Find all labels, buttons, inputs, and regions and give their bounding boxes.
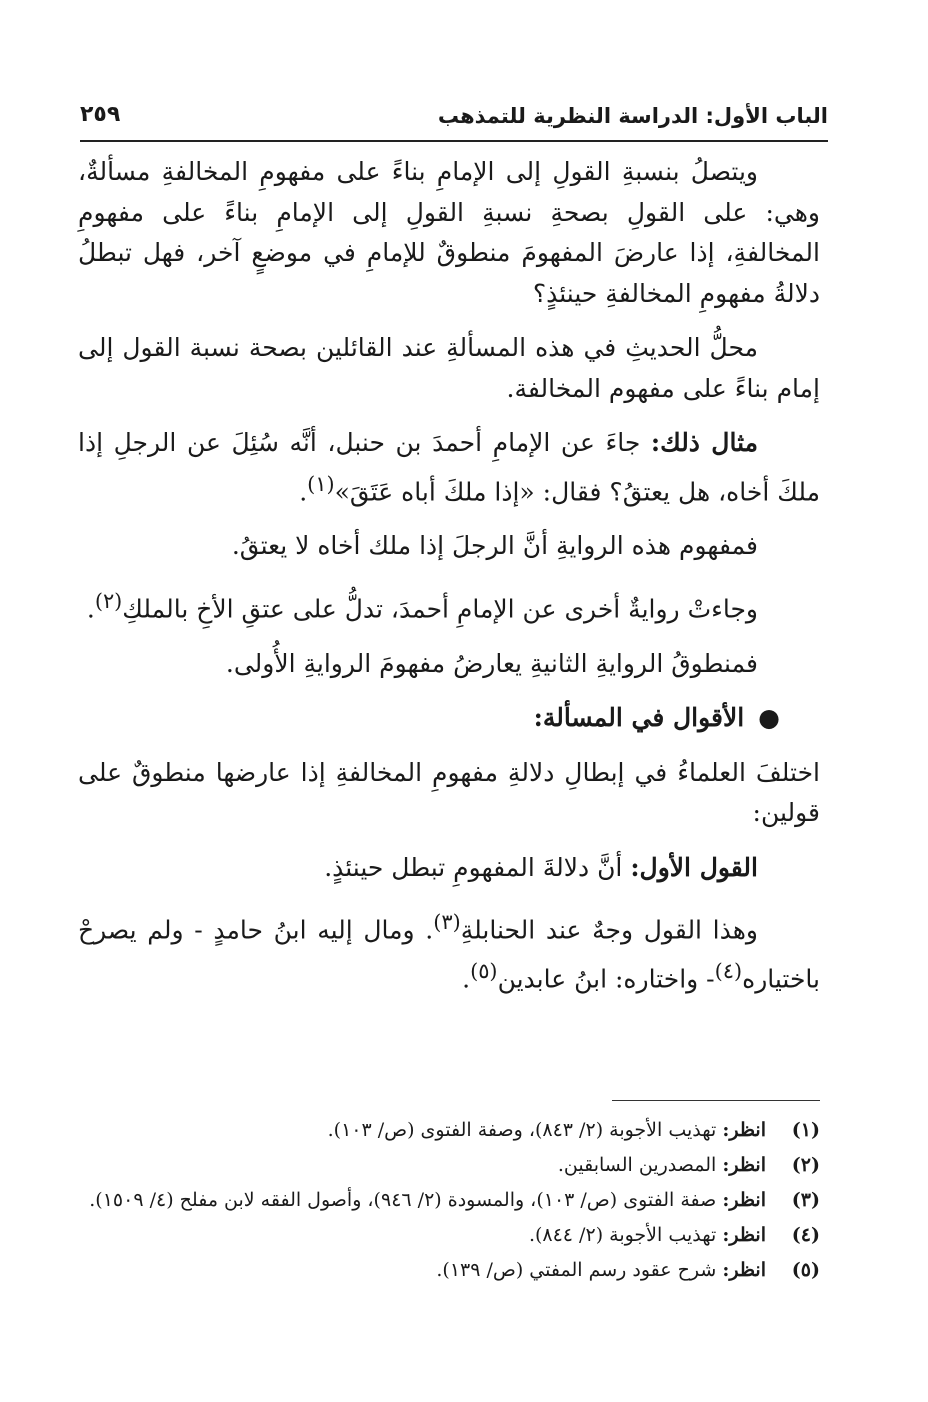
chapter-title: الباب الأول: الدراسة النظرية للتمذهب [437,104,828,128]
footnote-item [78,1184,820,1217]
punctuation: . [299,476,308,506]
paragraph [78,581,820,630]
page-number: ٢٥٩ [80,102,121,127]
paragraph-text: - واختاره: ابنُ عابدين [497,964,715,994]
paragraph: فمفهوم هذه الروايةِ أنَّ الرجلَ إذا ملك أخاه لا يعتقُ. [231,531,758,561]
punctuation: . [462,964,471,994]
paragraph: ويتصلُ بنسبةِ القولِ إلى الإمامِ بناءً على مفهومِ المخالفةِ مسألةٌ، وهي: على القولِ بصحةِ نسبةِ القولِ إلى الإمامِ بناءً على مفهومِ المخالفةِ، إذا عارضَ المفهومَ منطوقٌ للإمامِ في موضعٍ آخر، فهل تبطلُ دلالةُ مفهومِ المخالفةِ حينئذٍ؟ [78,157,820,308]
footnote-number: (٥) [791,1259,820,1281]
footnote-body: تهذيب الأجوبة (٢/ ٨٤٣)، وصفة الفتوى (ص/ ١٠٣). [327,1119,717,1141]
footnote-number: (٢) [791,1154,820,1176]
opinion-label: القول الأول: [630,852,758,882]
paragraph-text: وجاءتْ روايةٌ أخرى عن الإمامِ أحمدَ، تدلُّ على عتقِ الأخِ بالملكِ [122,594,758,624]
running-header [80,96,828,136]
paragraph-text: وهذا القول وجهٌ عند الحنابلةِ [460,915,758,945]
footnote-ref: (٤) [714,958,743,983]
example-label: مثال ذلك: [650,428,758,457]
footnote-body: صفة الفتوى (ص/ ١٠٣)، والمسودة (٢/ ٩٤٦)، وأصول الفقه لابن مفلح (٤/ ١٥٠٩). [89,1189,717,1211]
footnote-body: المصدرين السابقين. [557,1154,717,1176]
footnote-number: (٣) [791,1189,820,1211]
header-divider [80,140,828,142]
opinion-text: أنَّ دلالةَ المفهومِ تبطل حينئذٍ. [324,852,623,882]
footnotes [78,1114,820,1289]
footnote-item [78,1254,820,1287]
footnote-label: انظر: [722,1224,766,1246]
footnote-label: انظر: [722,1154,766,1176]
section-heading-text: الأقوال في المسألة: [533,703,745,733]
footnote-number: (٤) [791,1224,820,1246]
footnote-text [78,1254,766,1287]
footnote-divider [612,1100,820,1101]
paragraph: محلُّ الحديثِ في هذه المسألةِ عند القائلين بصحة نسبة القول إلى إمام بناءً على مفهوم المخالفة. [78,333,820,403]
footnote-label: انظر: [722,1259,766,1281]
section-heading [78,698,820,739]
paragraph: فمنطوقُ الروايةِ الثانيةِ يعارضُ مفهومَ الروايةِ الأُولى. [225,648,758,678]
footnote-item [78,1219,820,1252]
footnote-body: تهذيب الأجوبة (٢/ ٨٤٤). [528,1224,717,1246]
footnote-text [78,1219,766,1252]
bullet-icon: ● [758,703,780,733]
paragraph [78,423,820,512]
paragraph-text: . ومال إليه ابنُ حامدٍ - ولم يصرحْ باختياره [78,915,820,994]
footnote-text [78,1149,766,1182]
main-text [78,152,820,1014]
footnote-ref: (٣) [433,910,461,935]
footnote-ref: (٥) [470,958,498,983]
paragraph [78,848,820,889]
paragraph: اختلفَ العلماءُ في إبطالِ دلالةِ مفهومِ المخالفةِ إذا عارضها منطوقٌ على قولين: [78,757,820,828]
footnote-label: انظر: [722,1119,766,1141]
paragraph [78,902,820,1000]
footnote-item [78,1149,820,1182]
footnote-number: (١) [791,1119,820,1141]
footnote-text [78,1184,766,1217]
footnote-item [78,1114,820,1147]
footnote-ref: (٢) [94,588,123,613]
footnote-label: انظر: [722,1189,766,1211]
footnote-ref: (١) [307,471,335,496]
example-text: جاءَ عن الإمامِ أحمدَ بن حنبل، أنَّه سُئِلَ عن الرجلِ إذا ملكَ أخاه، هل يعتقُ؟ فقال: «إذا ملكَ أباه عَتَقَ» [78,428,820,506]
footnote-body: شرح عقود رسم المفتي (ص/ ١٣٩). [436,1259,717,1281]
punctuation: . [86,594,95,624]
footnote-text [78,1114,766,1147]
